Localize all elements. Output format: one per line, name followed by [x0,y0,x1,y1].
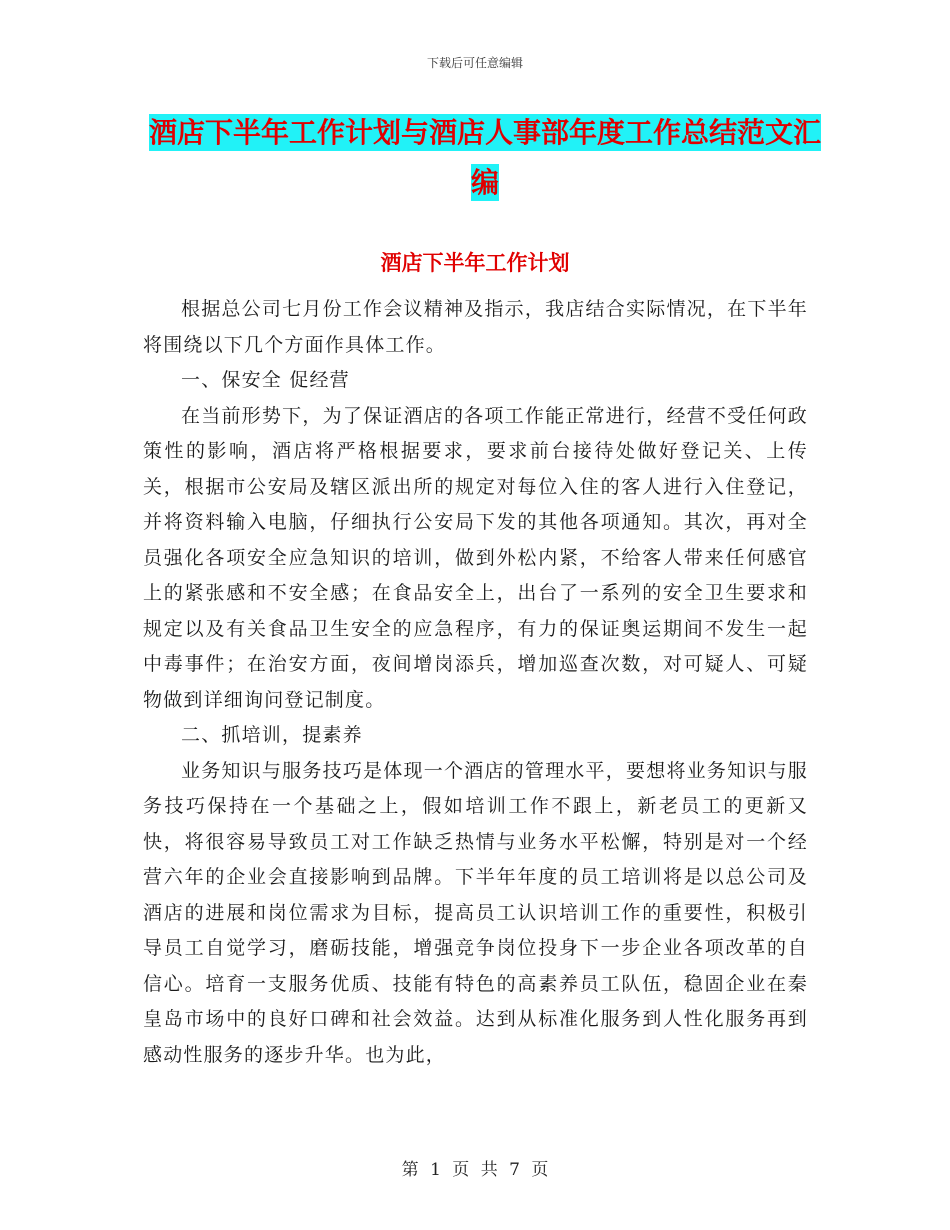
paragraph-training: 业务知识与服务技巧是体现一个酒店的管理水平，要想将业务知识与服务技巧保持在一个基础之上，假如培训工作不跟上，新老员工的更新又快，将很容易导致员工对工作缺乏热情与业务水平松懈，特别是对一个经营六年的企业会直接影响到品牌。下半年年度的员工培训将是以总公司及酒店的进展和岗位需求为目标，提高员工认识培训工作的重要性，积极引导员工自觉学习，磨砺技能，增强竞争岗位投身下一步企业各项改革的自信心。培育一支服务优质、技能有特色的高素养员工队伍，稳固企业在秦皇岛市场中的良好口碑和社会效益。达到从标准化服务到人性化服务再到感动性服务的逐步升华。也为此， [143,759,808,1066]
document-title-text: 酒店下半年工作计划与酒店人事部年度工作总结范文汇编 [148,116,821,199]
section-title: 酒店下半年工作计划 [380,251,570,275]
heading-safety: 一、保安全 促经营 [181,369,350,391]
paragraph-intro: 根据总公司七月份工作会议精神及指示，我店结合实际情况，在下半年将围绕以下几个方面作具体工作。 [143,298,808,356]
page-header: 下载后可任意编辑 [426,56,523,70]
page-footer: 第 1 页 共 7 页 [401,1160,549,1180]
document-body [143,292,808,1073]
heading-training: 二、抓培训，提素养 [181,724,363,746]
paragraph-safety: 在当前形势下，为了保证酒店的各项工作能正常进行，经营不受任何政策性的影响，酒店将严格根据要求，要求前台接待处做好登记关、上传关，根据市公安局及辖区派出所的规定对每位入住的客人进行入住登记，并将资料输入电脑，仔细执行公安局下发的其他各项通知。其次，再对全员强化各项安全应急知识的培训，做到外松内紧，不给客人带来任何感官上的紧张感和不安全感；在食品安全上，出台了一系列的安全卫生要求和规定以及有关食品卫生安全的应急程序，有力的保证奥运期间不发生一起中毒事件；在治安方面，夜间增岗添兵，增加巡查次数，对可疑人、可疑物做到详细询问登记制度。 [143,404,808,711]
document-title [140,108,830,208]
